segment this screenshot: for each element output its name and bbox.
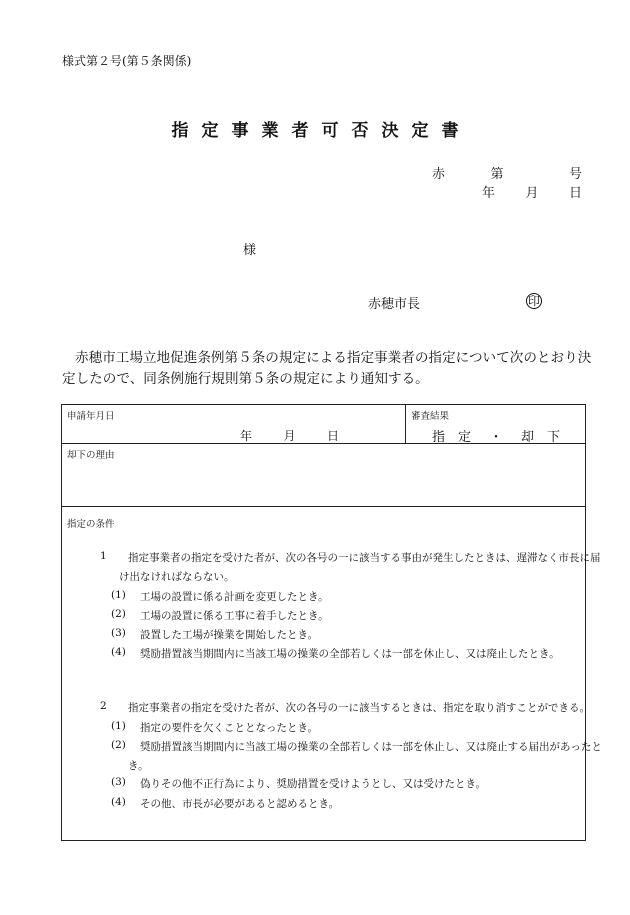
ref-suffix: 号: [568, 167, 582, 182]
addressee-suffix: 様: [243, 243, 257, 258]
ref-mid: 第: [490, 167, 504, 182]
result-separator: ・: [489, 430, 503, 445]
section-2: [62, 700, 590, 716]
rejection-reason-label: 却下の理由: [67, 450, 115, 461]
issuer-name: 赤穂市長: [368, 297, 421, 312]
date-year: 年: [482, 186, 496, 201]
result-approve: 指 定: [432, 430, 472, 445]
section-1: [62, 550, 601, 590]
review-result-cell: [406, 405, 586, 443]
table-row: [62, 405, 585, 444]
section-number: 2: [100, 700, 107, 712]
result-reject: 却 下: [520, 430, 560, 445]
reference-number: [432, 163, 582, 182]
document-title: 指定事業者可否決定書: [171, 121, 472, 141]
section-text: 指定事業者の指定を受けた者が、次の各号の一に該当する事由が発生したときは、遅滞なく市長に届: [128, 552, 601, 564]
form-number: 様式第２号(第５条関係): [62, 54, 192, 68]
application-date-value: [240, 427, 339, 444]
list-item: (1) 指定の要件を欠くこととなったとき。: [111, 720, 319, 734]
app-day: 日: [326, 429, 339, 443]
section-text-cont: け出なければならない。: [119, 571, 235, 583]
list-item: (1) 工場の設置に係る計画を変更したとき。: [111, 589, 329, 603]
list-item: (3) 設置した工場が操業を開始したとき。: [111, 627, 319, 641]
application-date-label: 申請年月日: [67, 411, 115, 422]
list-item: (4) 奨励措置該当期間内に当該工場の操業の全部若しくは一部を休止し、又は廃止したとき。: [111, 646, 560, 660]
seal-mark: 印: [527, 294, 540, 308]
rejection-reason-cell: [62, 444, 585, 507]
issue-date: [482, 182, 582, 201]
decision-table: [61, 404, 602, 841]
section-number: 1: [100, 550, 107, 562]
application-date-cell: [62, 405, 406, 443]
date-day: 日: [568, 186, 582, 201]
list-item: (4) その他、市長が必要があると認めるとき。: [111, 796, 340, 810]
ref-prefix: 赤: [432, 167, 446, 182]
review-result-label: 審査結果: [411, 411, 450, 422]
conditions-cell: [62, 507, 602, 840]
app-month: 月: [283, 429, 296, 443]
app-year: 年: [240, 429, 253, 443]
list-item: (3) 偽りその他不正行為により、奨励措置を受けようとし、又は受けたとき。: [111, 776, 487, 790]
list-item: (2) 奨励措置該当期間内に当該工場の操業の全部若しくは一部を休止し、又は廃止する届出があったと き。: [111, 739, 602, 772]
review-result-options: [432, 426, 560, 445]
conditions-label: 指定の条件: [67, 519, 115, 530]
intro-paragraph: 赤穂市工場立地促進条例第５条の規定による指定事業者の指定について次のとおり決定したので、同条例施行規則第５条の規定により通知する。: [62, 350, 592, 387]
date-month: 月: [525, 186, 539, 201]
list-item: (2) 工場の設置に係る工事に着手したとき。: [111, 608, 329, 622]
section-text: 指定事業者の指定を受けた者が、次の各号の一に該当するときは、指定を取り消すことができる。: [128, 702, 590, 714]
